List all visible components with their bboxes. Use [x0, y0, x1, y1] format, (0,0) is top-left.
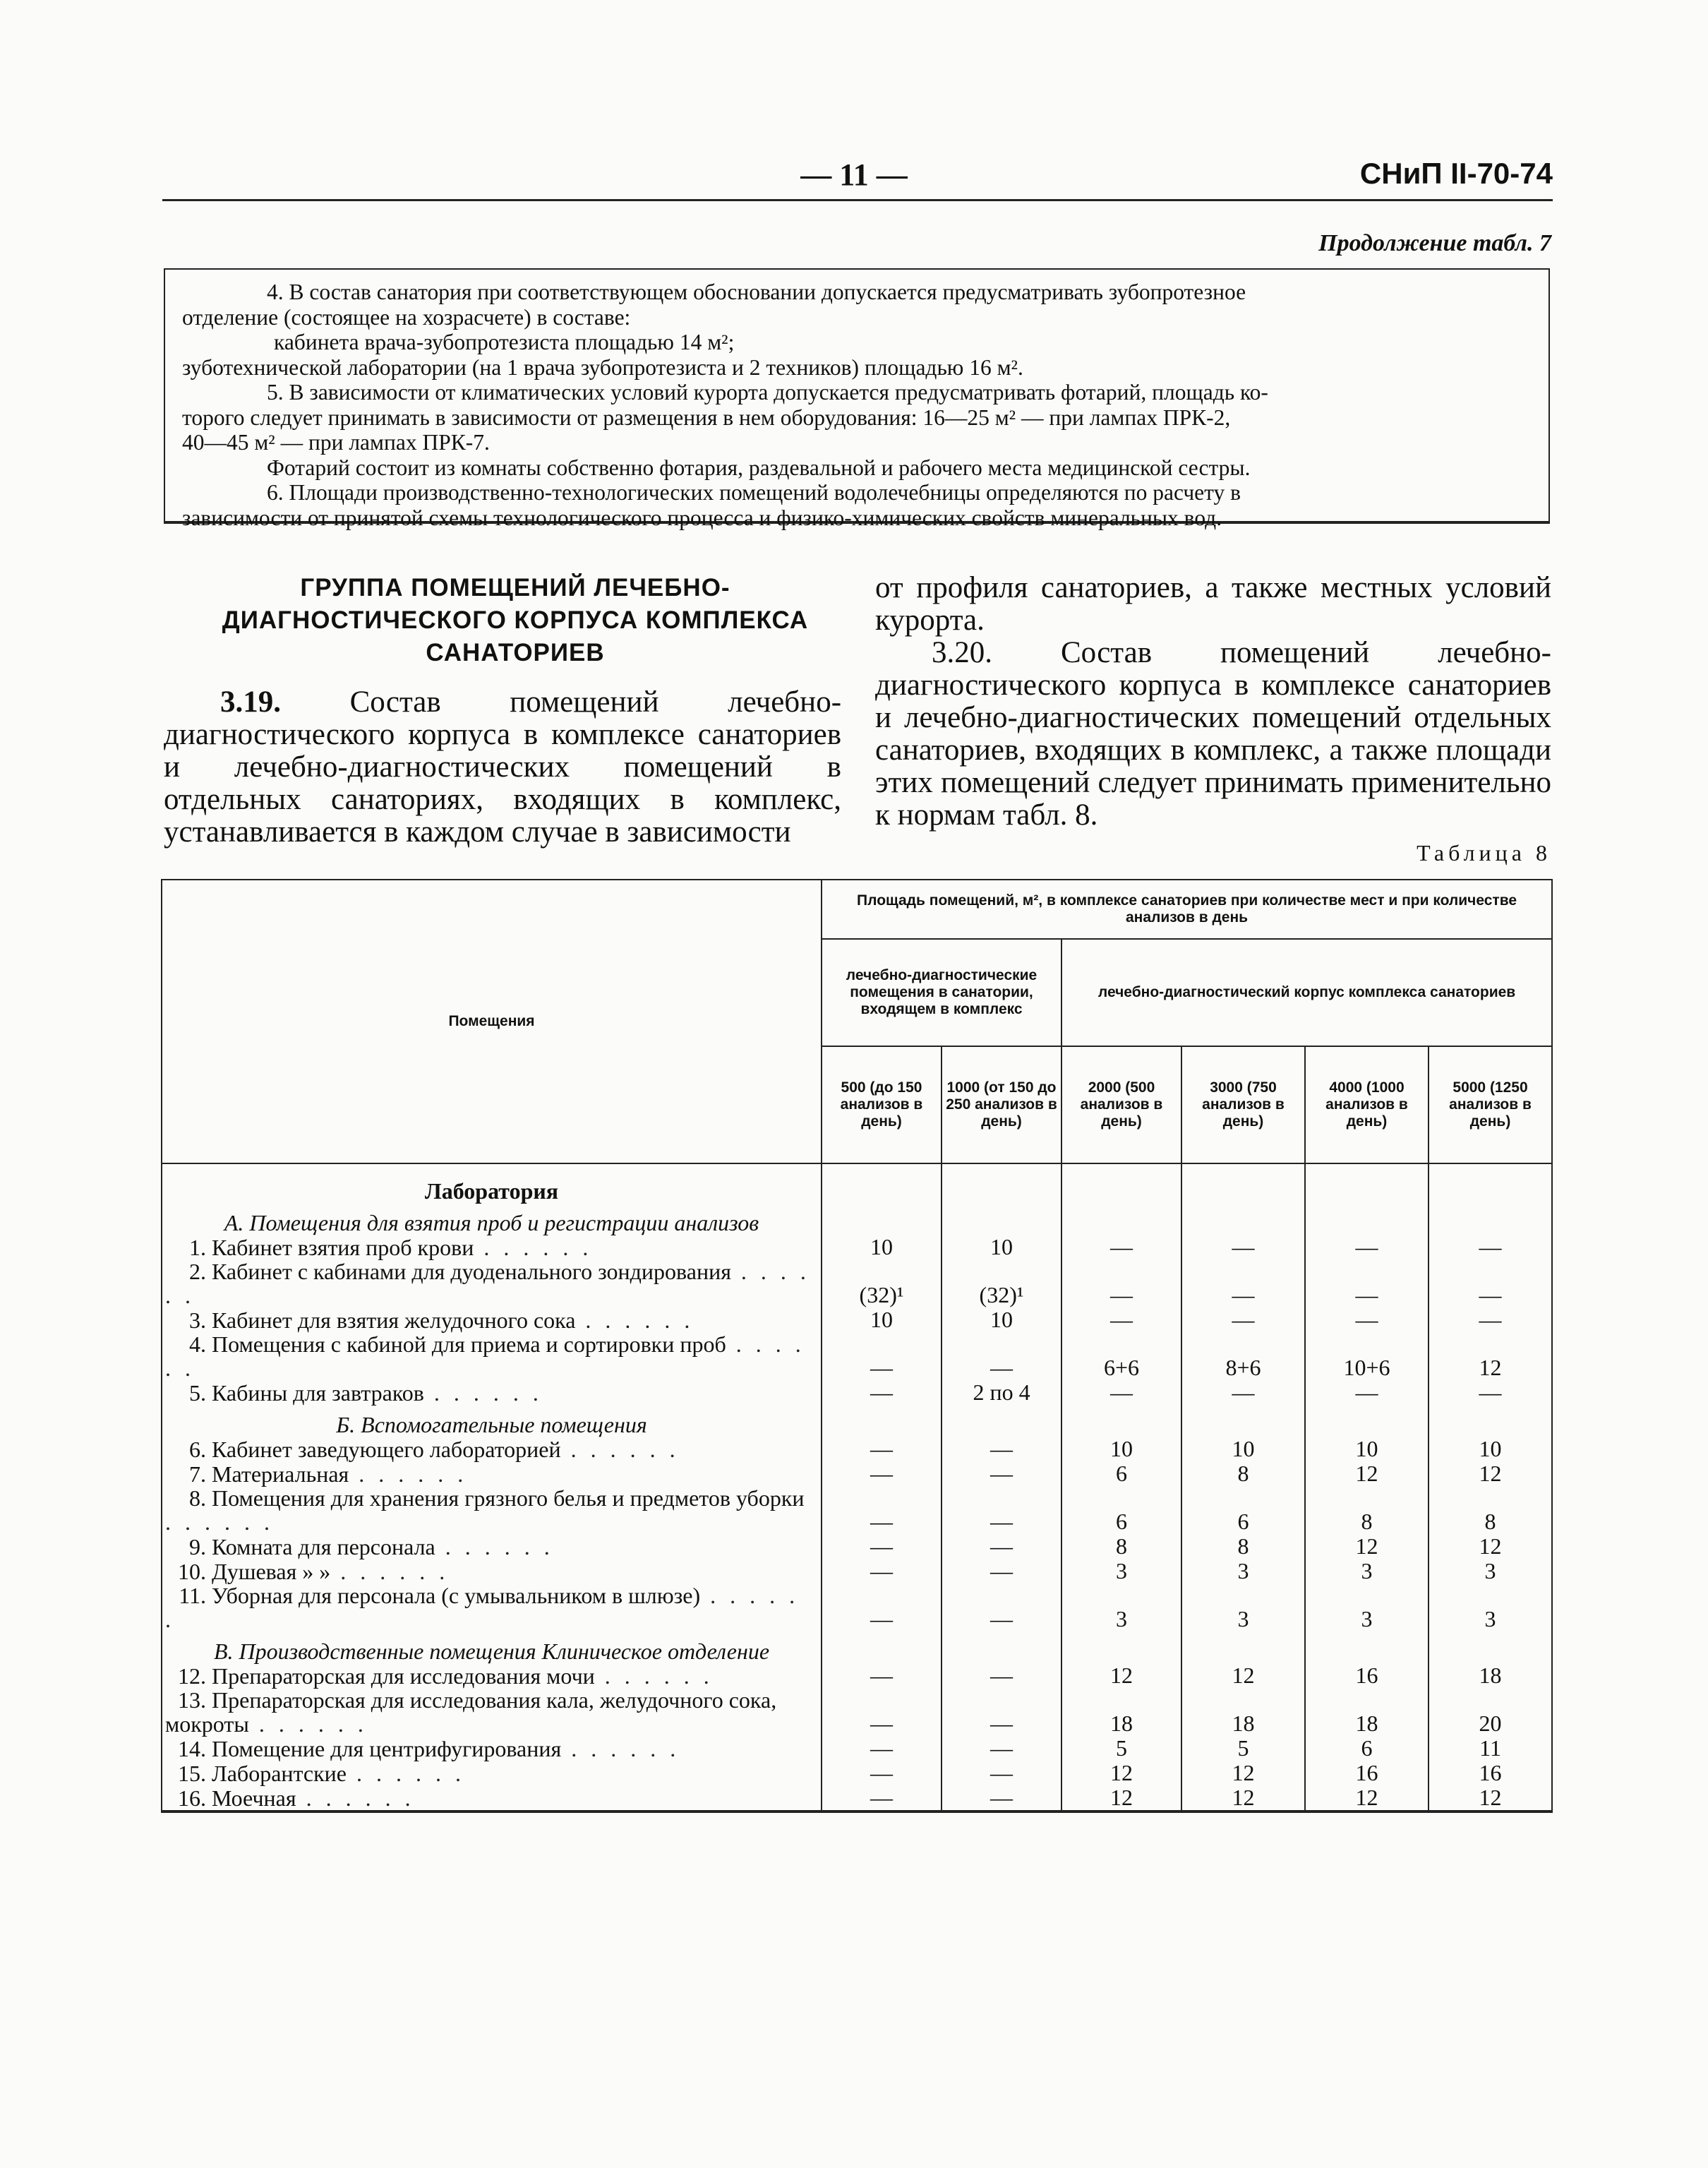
table-8-grid	[161, 879, 1553, 1813]
table-row	[162, 1203, 1552, 1235]
table-row	[162, 1486, 1552, 1534]
row-subgroup-heading	[162, 1631, 822, 1663]
column-header: 4000 (1000 анализов в день)	[1305, 1046, 1429, 1163]
area-value-cell: —	[822, 1332, 942, 1380]
paragraph-3-19	[164, 686, 841, 849]
area-value-cell: 18	[1305, 1688, 1429, 1736]
area-value-cell: —	[942, 1559, 1062, 1583]
area-value-cell: 18	[1181, 1688, 1305, 1736]
area-value-cell: 3	[1305, 1583, 1429, 1631]
area-value-cell: —	[1062, 1259, 1181, 1307]
area-value-cell: —	[1429, 1380, 1552, 1405]
area-value-cell: —	[1181, 1235, 1305, 1259]
empty-cell	[822, 1163, 942, 1203]
area-value-cell: —	[942, 1437, 1062, 1461]
area-value-cell: 5	[1181, 1736, 1305, 1761]
area-value-cell: 2 по 4	[942, 1380, 1062, 1405]
leader-dots: . . . . . .	[349, 1461, 468, 1487]
room-number: 10.	[178, 1559, 206, 1584]
room-name: Кабины для завтраков	[212, 1380, 424, 1406]
leader-dots: . . . . . .	[435, 1534, 554, 1559]
table-row	[162, 1235, 1552, 1259]
area-value-cell: 3	[1181, 1583, 1305, 1631]
area-value-cell: —	[942, 1486, 1062, 1534]
heading-text: Б. Вспомогательные помещения	[336, 1412, 647, 1437]
empty-cell	[822, 1203, 942, 1235]
area-value-cell: 8	[1181, 1461, 1305, 1486]
area-value-cell: 8	[1181, 1534, 1305, 1559]
area-value-cell: —	[822, 1761, 942, 1785]
heading-text: В. Производственные помещения Клиническое отделение	[213, 1639, 770, 1664]
room-name-cell	[162, 1486, 822, 1534]
room-name: Кабинет для взятия желудочного сока	[212, 1307, 576, 1333]
area-value-cell: 6	[1181, 1486, 1305, 1534]
area-value-cell: —	[942, 1534, 1062, 1559]
column-header: 1000 (от 150 до 250 анализов в день)	[942, 1046, 1062, 1163]
area-value-cell: 12	[1062, 1761, 1181, 1785]
table-row	[162, 1437, 1552, 1461]
leader-dots: . . . . . .	[165, 1509, 274, 1535]
area-value-cell: —	[822, 1583, 942, 1631]
area-value-cell: 12	[1062, 1663, 1181, 1688]
paragraph-text: Состав помещений лечебно-диагностического корпуса в комплексе санаториев и лечебно-диагностических помещений в отдельных санаториях, входящих в комплекс, устанавливается в каждом случае в зависимости	[164, 685, 842, 849]
area-value-cell: —	[822, 1736, 942, 1761]
area-value-cell: 10	[942, 1307, 1062, 1332]
room-name: Кабинет заведующего лабораторией	[212, 1437, 561, 1462]
area-value-cell: 3	[1181, 1559, 1305, 1583]
section-title-line: САНАТОРИЕВ	[426, 639, 605, 666]
area-value-cell: 10	[822, 1307, 942, 1332]
leader-dots: . . . . . .	[560, 1437, 680, 1462]
empty-cell	[1429, 1163, 1552, 1203]
empty-cell	[1181, 1405, 1305, 1437]
table-8	[161, 879, 1551, 1813]
room-name-cell	[162, 1461, 822, 1486]
area-value-cell: 12	[1181, 1663, 1305, 1688]
area-value-cell: 10+6	[1305, 1332, 1429, 1380]
area-value-cell: 12	[1429, 1534, 1552, 1559]
area-value-cell: 8	[1305, 1486, 1429, 1534]
room-name: Помещения с кабиной для приема и сортировки проб	[212, 1331, 726, 1357]
area-value-cell: 10	[1305, 1437, 1429, 1461]
room-name-cell	[162, 1559, 822, 1583]
paragraph-3-20	[875, 637, 1551, 832]
table-row	[162, 1583, 1552, 1631]
area-value-cell: 12	[1305, 1534, 1429, 1559]
table-body	[162, 1163, 1552, 1811]
room-name-cell	[162, 1583, 822, 1631]
area-value-cell: 12	[1181, 1761, 1305, 1785]
area-value-cell: 6	[1062, 1486, 1181, 1534]
room-number: 7.	[189, 1461, 206, 1487]
note-line: 6. Площади производственно-технологических помещений водолечебницы определяются по расчету в	[267, 480, 1241, 505]
empty-cell	[1062, 1405, 1181, 1437]
room-name: Душевая » »	[212, 1559, 331, 1584]
room-number: 14.	[178, 1736, 206, 1761]
area-value-cell: (32)¹	[942, 1259, 1062, 1307]
empty-cell	[822, 1405, 942, 1437]
column-header: 500 (до 150 анализов в день)	[822, 1046, 942, 1163]
empty-cell	[1429, 1405, 1552, 1437]
table-row	[162, 1761, 1552, 1785]
room-name: Моечная	[212, 1785, 296, 1811]
area-value-cell: 12	[1429, 1461, 1552, 1486]
leader-dots: . . . . . .	[423, 1380, 543, 1406]
header-group-sanatorium: лечебно-диагностические помещения в санатории, входящем в комплекс	[822, 939, 1062, 1046]
table-row	[162, 1663, 1552, 1688]
table-row	[162, 1559, 1552, 1583]
room-name-cell	[162, 1534, 822, 1559]
leader-dots: . . . . . .	[248, 1711, 368, 1737]
room-name: Комната для персонала	[212, 1534, 435, 1559]
area-value-cell: —	[822, 1663, 942, 1688]
empty-cell	[1305, 1163, 1429, 1203]
room-name-cell	[162, 1380, 822, 1405]
area-value-cell: 10	[1429, 1437, 1552, 1461]
room-number: 12.	[178, 1663, 206, 1689]
room-name-cell	[162, 1437, 822, 1461]
area-value-cell: 10	[1062, 1437, 1181, 1461]
section-title	[180, 572, 850, 669]
room-number: 3.	[189, 1307, 206, 1333]
area-value-cell: —	[1062, 1380, 1181, 1405]
room-name-cell	[162, 1736, 822, 1761]
room-name-cell	[162, 1235, 822, 1259]
row-subgroup-heading	[162, 1203, 822, 1235]
header-group-complex: лечебно-диагностический корпус комплекса санаториев	[1062, 939, 1552, 1046]
paragraph-text: Состав помещений лечебно-диагностического корпуса в комплексе санаториев и лечебно-диагностических помещений отдельных санаториев, входящих в комплекс, а также площади этих помещений следует принимать применительно к нормам табл. 8.	[875, 636, 1552, 832]
area-value-cell: 3	[1062, 1583, 1181, 1631]
area-value-cell: 6	[1305, 1736, 1429, 1761]
area-value-cell: —	[822, 1461, 942, 1486]
table7-notes-box	[164, 268, 1550, 530]
empty-cell	[1181, 1631, 1305, 1663]
area-value-cell: 18	[1429, 1663, 1552, 1688]
room-name: Кабинет с кабинами для дуоденального зондирования	[212, 1259, 731, 1284]
note-line: зависимости от принятой схемы технологического процесса и физико-химических свойств минеральных вод.	[182, 505, 1222, 530]
empty-cell	[942, 1631, 1062, 1663]
area-value-cell: —	[822, 1785, 942, 1811]
room-name-cell	[162, 1332, 822, 1380]
table-continuation-label: Продолжение табл. 7	[1318, 230, 1551, 256]
empty-cell	[1305, 1405, 1429, 1437]
area-value-cell: —	[1181, 1259, 1305, 1307]
table-row	[162, 1631, 1552, 1663]
empty-cell	[1062, 1203, 1181, 1235]
room-name: Лаборантские	[212, 1761, 347, 1786]
note-line: торого следует принимать в зависимости от размещения в нем оборудования: 16—25 м² — при лампах ПРК-2,	[182, 405, 1231, 430]
table-row	[162, 1332, 1552, 1380]
room-name-cell	[162, 1785, 822, 1811]
note-line: отделение (состоящее на хозрасчете) в составе:	[182, 304, 631, 330]
table-row	[162, 1307, 1552, 1332]
leader-dots: . . . . . .	[165, 1331, 805, 1381]
room-name-cell	[162, 1688, 822, 1736]
paragraph-number: 3.20.	[932, 636, 992, 669]
table-row	[162, 1461, 1552, 1486]
room-number: 2.	[189, 1259, 206, 1284]
leader-dots: . . . . . .	[575, 1307, 694, 1333]
area-value-cell: 10	[942, 1235, 1062, 1259]
right-column	[875, 572, 1551, 832]
area-value-cell: —	[822, 1486, 942, 1534]
room-name-cell	[162, 1259, 822, 1307]
area-value-cell: —	[942, 1785, 1062, 1811]
note-line: кабинета врача-зубопротезиста площадью 14 м²;	[274, 330, 735, 354]
section-title-line: ДИАГНОСТИЧЕСКОГО КОРПУСА КОМПЛЕКСА	[222, 606, 809, 634]
area-value-cell: 16	[1305, 1761, 1429, 1785]
area-value-cell: (32)¹	[822, 1259, 942, 1307]
header-rooms: Помещения	[162, 880, 822, 1163]
header-area: Площадь помещений, м², в комплексе санаториев при количестве мест и при количестве анализов в день	[822, 880, 1552, 939]
leader-dots: . . . . . .	[165, 1259, 810, 1308]
area-value-cell: —	[822, 1559, 942, 1583]
room-number: 16.	[178, 1785, 206, 1811]
area-value-cell: 6+6	[1062, 1332, 1181, 1380]
area-value-cell: 3	[1062, 1559, 1181, 1583]
area-value-cell: —	[942, 1332, 1062, 1380]
area-value-cell: —	[942, 1736, 1062, 1761]
room-name: Препараторская для исследования кала, желудочного сока, мокроты	[165, 1687, 777, 1737]
empty-cell	[822, 1631, 942, 1663]
room-name: Помещение для центрифугирования	[212, 1736, 562, 1761]
room-number: 1.	[189, 1235, 206, 1260]
note-line: 4. В состав санатория при соответствующем обосновании допускается предусматривать зубопротезное	[267, 280, 1246, 304]
heading-text: Лаборатория	[424, 1178, 559, 1204]
leader-dots: . . . . . .	[474, 1235, 593, 1260]
header-rule	[162, 199, 1553, 201]
empty-cell	[942, 1203, 1062, 1235]
empty-cell	[942, 1163, 1062, 1203]
room-name: Препараторская для исследования мочи	[212, 1663, 595, 1689]
area-value-cell: 10	[1181, 1437, 1305, 1461]
area-value-cell: —	[1429, 1235, 1552, 1259]
area-value-cell: 16	[1429, 1761, 1552, 1785]
note-line: 40—45 м² — при лампах ПРК-7.	[182, 430, 490, 455]
column-header: 5000 (1250 анализов в день)	[1429, 1046, 1552, 1163]
empty-cell	[942, 1405, 1062, 1437]
room-name: Уборная для персонала (с умывальником в шлюзе)	[212, 1583, 701, 1608]
area-value-cell: 8	[1429, 1486, 1552, 1534]
area-value-cell: —	[1305, 1235, 1429, 1259]
area-value-cell: —	[1305, 1307, 1429, 1332]
leader-dots: . . . . . .	[346, 1761, 465, 1786]
area-value-cell: 10	[822, 1235, 942, 1259]
room-number: 15.	[178, 1761, 206, 1786]
area-value-cell: —	[1062, 1307, 1181, 1332]
area-value-cell: —	[1181, 1307, 1305, 1332]
leader-dots: . . . . . .	[594, 1663, 714, 1689]
leader-dots: . . . . . .	[165, 1583, 800, 1632]
room-number: 4.	[189, 1331, 206, 1357]
row-group-heading	[162, 1163, 822, 1203]
area-value-cell: —	[822, 1688, 942, 1736]
area-value-cell: 11	[1429, 1736, 1552, 1761]
area-value-cell: 12	[1305, 1461, 1429, 1486]
area-value-cell: —	[822, 1380, 942, 1405]
room-number: 8.	[189, 1485, 206, 1511]
table-row	[162, 1534, 1552, 1559]
area-value-cell: —	[1429, 1307, 1552, 1332]
table-row	[162, 1736, 1552, 1761]
area-value-cell: —	[822, 1534, 942, 1559]
room-name: Помещения для хранения грязного белья и предметов уборки	[212, 1485, 805, 1511]
column-header: 2000 (500 анализов в день)	[1062, 1046, 1181, 1163]
area-value-cell: 3	[1429, 1559, 1552, 1583]
table-row	[162, 1688, 1552, 1736]
area-value-cell: —	[942, 1663, 1062, 1688]
empty-cell	[1181, 1163, 1305, 1203]
area-value-cell: 12	[1062, 1785, 1181, 1811]
area-value-cell: —	[1429, 1259, 1552, 1307]
table-row	[162, 1785, 1552, 1811]
area-value-cell: 8+6	[1181, 1332, 1305, 1380]
room-name: Материальная	[212, 1461, 349, 1487]
leader-dots: . . . . . .	[330, 1559, 450, 1584]
document-code: СНиП II-70-74	[1359, 157, 1553, 190]
room-name: Кабинет взятия проб крови	[212, 1235, 474, 1260]
area-value-cell: —	[1305, 1259, 1429, 1307]
empty-cell	[1429, 1631, 1552, 1663]
area-value-cell: —	[942, 1761, 1062, 1785]
table-row	[162, 1259, 1552, 1307]
area-value-cell: —	[1181, 1380, 1305, 1405]
empty-cell	[1062, 1631, 1181, 1663]
area-value-cell: —	[942, 1461, 1062, 1486]
area-value-cell: —	[1305, 1380, 1429, 1405]
note-line: 5. В зависимости от климатических условий курорта допускается предусматривать фотарий, площадь ко-	[267, 380, 1268, 405]
column-header: 3000 (750 анализов в день)	[1181, 1046, 1305, 1163]
area-value-cell: 20	[1429, 1688, 1552, 1736]
area-value-cell: 12	[1181, 1785, 1305, 1811]
area-value-cell: 16	[1305, 1663, 1429, 1688]
room-number: 9.	[189, 1534, 206, 1559]
area-value-cell: —	[942, 1583, 1062, 1631]
room-number: 13.	[178, 1687, 206, 1713]
area-value-cell: 12	[1429, 1332, 1552, 1380]
area-value-cell: —	[822, 1437, 942, 1461]
area-value-cell: 6	[1062, 1461, 1181, 1486]
table-row	[162, 1380, 1552, 1405]
empty-cell	[1062, 1163, 1181, 1203]
room-number: 5.	[189, 1380, 206, 1406]
section-title-line: ГРУППА ПОМЕЩЕНИЙ ЛЕЧЕБНО-	[300, 574, 730, 601]
empty-cell	[1305, 1203, 1429, 1235]
note-line: зуботехнической лаборатории (на 1 врача зубопротезиста и 2 техников) площадью 16 м².	[182, 354, 1023, 380]
room-name-cell	[162, 1761, 822, 1785]
area-value-cell: —	[1062, 1235, 1181, 1259]
room-number: 6.	[189, 1437, 206, 1462]
empty-cell	[1181, 1203, 1305, 1235]
area-value-cell: —	[942, 1688, 1062, 1736]
paragraph-continuation: от профиля санаториев, а также местных условий курорта.	[875, 571, 1551, 637]
leader-dots: . . . . . .	[296, 1785, 415, 1811]
area-value-cell: 5	[1062, 1736, 1181, 1761]
page-number: — 11 —	[800, 157, 908, 192]
paragraph-number: 3.19.	[220, 685, 281, 719]
left-column	[164, 686, 841, 849]
heading-text: А. Помещения для взятия проб и регистрации анализов	[224, 1210, 759, 1235]
empty-cell	[1429, 1203, 1552, 1235]
area-value-cell: 12	[1429, 1785, 1552, 1811]
row-subgroup-heading	[162, 1405, 822, 1437]
room-name-cell	[162, 1307, 822, 1332]
area-value-cell: 18	[1062, 1688, 1181, 1736]
area-value-cell: 8	[1062, 1534, 1181, 1559]
area-value-cell: 3	[1305, 1559, 1429, 1583]
table-row	[162, 1163, 1552, 1203]
empty-cell	[1305, 1631, 1429, 1663]
table-caption: Таблица 8	[1417, 840, 1551, 866]
table-row	[162, 1405, 1552, 1437]
area-value-cell: 12	[1305, 1785, 1429, 1811]
room-name-cell	[162, 1663, 822, 1688]
area-value-cell: 3	[1429, 1583, 1552, 1631]
leader-dots: . . . . . .	[561, 1736, 680, 1761]
note-line: Фотарий состоит из комнаты собственно фотария, раздевальной и рабочего места медицинской сестры.	[267, 455, 1251, 480]
room-number: 11.	[179, 1583, 206, 1608]
